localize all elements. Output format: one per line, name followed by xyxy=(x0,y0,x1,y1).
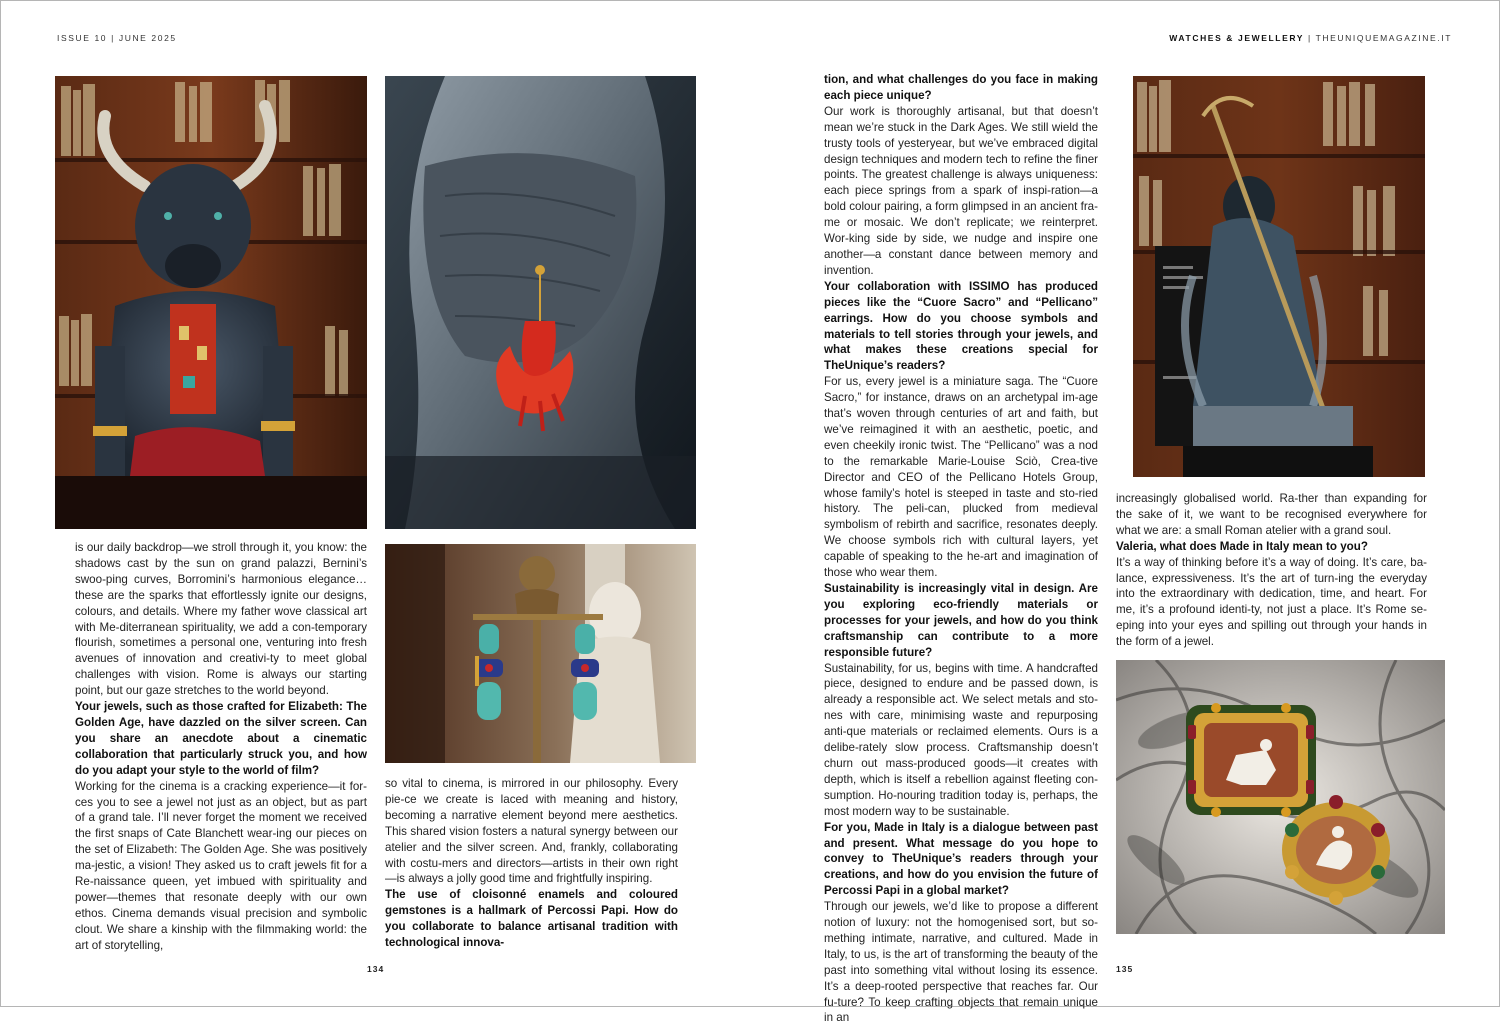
paragraph: Working for the cinema is a cracking experience—it for-ces you to see a jewel not just as an object, but as part of a grand tale. I’ll never forget the moment we received the first snaps of Cate Blanchett wear-ing our pieces on the set of Elizabeth: The Golden Age. She was positively ma-jestic, a vision! They asked us to craft jewels fit for a Re-naissance queen, yet imbued with spirituality and power—themes that resonate deeply with our own ethos. Cinema demands visual precision and symbolic clout. We share a kinship with the filmmaking world: the art of storytelling, xyxy=(75,779,367,952)
minotaur-statue-photo xyxy=(55,76,367,529)
veiled-figure-earring-photo xyxy=(385,76,696,529)
earrings-on-bust-photo xyxy=(385,544,696,763)
article-column-2 xyxy=(385,776,678,951)
site-name: | THEUNIQUEMAGAZINE.IT xyxy=(1304,33,1452,43)
interview-question: The use of cloisonné enamels and coloured gemstones is a hallmark of Percossi Papi. How do you collaborate to balance artisanal tradition with technological innova- xyxy=(385,888,678,950)
page-number-left: 134 xyxy=(367,964,385,974)
page-number-right: 135 xyxy=(1116,964,1134,974)
interview-question: Sustainability is increasingly vital in design. Are you exploring eco-friendly materials or processes for your jewels, and how do you think craftsmanship can contribute to a more responsible future? xyxy=(824,582,1098,659)
interview-question: Valeria, what does Made in Italy mean to you? xyxy=(1116,539,1368,553)
issue-header: ISSUE 10 | JUNE 2025 xyxy=(57,33,177,43)
paragraph: so vital to cinema, is mirrored in our philosophy. Every pie-ce we create is laced with meaning and history, becoming a narrative element beyond mere aesthetics. This shared vision fosters a natural synergy between our atelier and the silver screen. And, frankly, collaborating with costu-mers and directors—artists in their own right—is always a jolly good time and frightfully inspiring. xyxy=(385,777,678,886)
paragraph: is our daily backdrop—we stroll through it, you know: the shadows cast by the sun on grand palazzi, Bernini’s swoo-ping curves, Borromini’s harmonious elegance… these are the sparks that effortlessly ignite our designs, colours, and details. Where my father wove classical art with Me-diterranean spirituality, we add a con-temporary flourish, sometimes a personal one, venturing into fresh avenues of innovation and creativi-ty to meet global challenges with vision. Rome is always our starting point, but our gaze stretches to the world beyond. xyxy=(75,541,367,698)
interview-question: tion, and what challenges do you face in making each piece unique? xyxy=(824,73,1098,102)
interview-question: Your jewels, such as those crafted for Elizabeth: The Golden Age, have dazzled on the silver screen. Can you share an anecdote about a cinematic collaboration that particularly struck you, and how do you adapt your style to the world of film? xyxy=(75,700,367,777)
interview-question: For you, Made in Italy is a dialogue between past and present. What message do you hope to convey to TheUnique’s readers through your creations, and how do you envision the future of Percossi Papi in a global market? xyxy=(824,820,1098,898)
article-column-3 xyxy=(824,72,1098,1026)
paragraph: increasingly globalised world. Ra-ther than expanding for the sake of it, we want to be recognised everywhere for what we are: a small Roman atelier with a grand soul. xyxy=(1116,492,1427,537)
paragraph: It’s a way of thinking before it’s a way of doing. It’s care, ba-lance, expressiveness. It’s the art of turn-ing the everyday into the extraordinary with dedication, time, and heart. For me, it’s a profound identi-ty, not just a place. It’s Rome se-eping into your eyes and spilling out through your hands in the form of a jewel. xyxy=(1116,555,1427,649)
article-column-1 xyxy=(75,540,367,954)
paragraph: Sustainability, for us, begins with time. A handcrafted piece, designed to endure and be passed down, is already a responsible act. We select metals and sto-nes with care, minimising waste and repurposing anti-que materials or reclaimed elements. Ours is a delibe-rately slow process. Craftsmanship doesn’t churn out mass-produced goods—it creates with depth, which is itself a rebellion against fleeting con-sumption. Ho-nouring tradition today is, perhaps, the most modern way to be sustainable. xyxy=(824,661,1098,818)
section-name: WATCHES & JEWELLERY xyxy=(1169,33,1305,43)
paragraph: Our work is thoroughly artisanal, but that doesn’t mean we’re stuck in the Dark Ages. We still wield the trusty tools of yesteryear, but we’ve embraced digital design techniques and modern tech to refine the finer points. The greatest challenge is always uniqueness: each piece springs from a spark of inspi-ration—a bold colour pairing, a form glimpsed in an ancient fra-me or mosaic. We don’t replicate; we reinterpret. Wor-king side by side, we nudge and inspire one another—a constant dance between memory and invention. xyxy=(824,104,1098,277)
reaper-statue-photo xyxy=(1133,76,1425,477)
section-header xyxy=(1169,33,1452,43)
article-column-4 xyxy=(1116,491,1427,650)
paragraph: For us, every jewel is a miniature saga. The “Cuore Sacro,” for instance, draws on an archetypal im-age that’s woven through centuries of art and faith, but we’ve reimagined it with an aesthetic, poetic, and even cheekily ironic twist. The “Pellicano” was a nod to the remarkable Marie-Louise Sciò, Crea-tive Director and CEO of the Pellicano Hotels Group, whose family’s hotel is steeped in taste and sto-ried history. The peli-can, plucked from medieval symbolism of rebirth and sacrifice, resonates deeply. We choose symbols rich with cultural layers, yet capable of speaking to the he-art and imagination of those who wear them. xyxy=(824,375,1098,580)
paragraph: Through our jewels, we’d like to propose a different notion of luxury: not the homogenised sort, but so-mething intimate, narrative, and cultured. Made in Italy, to us, is the art of transforming the beauty of the past into something vital without losing its essence. It’s a deep-rooted perspective that reaches far. Our fu-ture? To keep crafting objects that remain unique in an xyxy=(824,900,1098,1025)
cameo-jewels-photo xyxy=(1116,660,1445,934)
interview-question: Your collaboration with ISSIMO has produced pieces like the “Cuore Sacro” and “Pellicano” earrings. How do you choose symbols and materials to tell stories through your jewels, and what makes these creations special for TheUnique’s readers? xyxy=(824,279,1098,373)
